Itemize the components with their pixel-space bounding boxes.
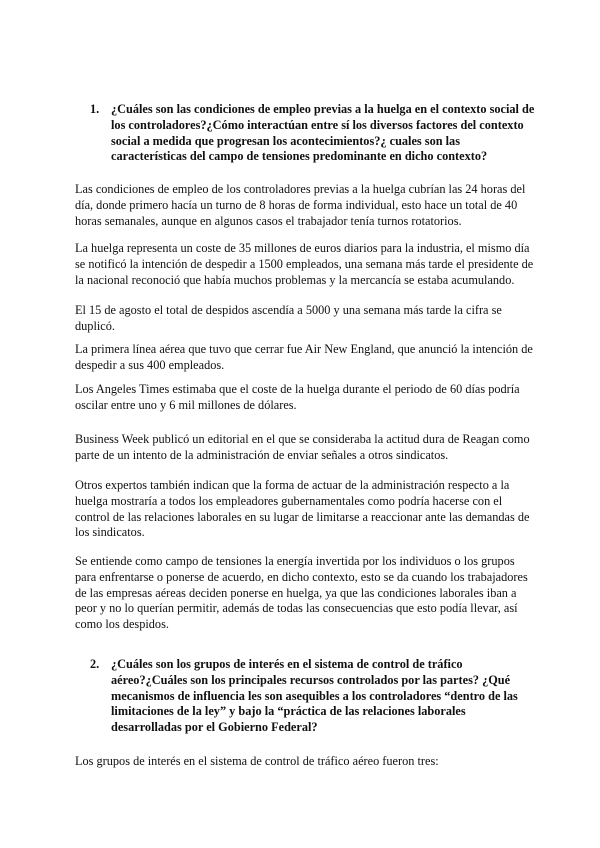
paragraph (75, 342, 545, 374)
text-line: La huelga representa un coste de 35 millones de euros diarios para la industria, el mismo día (75, 241, 530, 255)
text-line: la nacional reconoció que había muchos problemas y la mercancía se estaba acumulando. (75, 272, 515, 287)
text-line: duplicó. (75, 318, 115, 333)
question-line: características del campo de tensiones predominante en dicho contexto? (111, 149, 488, 164)
text-line: Las condiciones de empleo de los controladores previas a la huelga cubrían las 24 horas del (75, 182, 526, 196)
text-line: de las empresas aéreas deciden ponerse en huelga, ya que las condiciones laborales iban a (75, 585, 517, 600)
question-line: social a medida que progresan los acontecimientos?¿ cuales son las (111, 133, 460, 148)
text-line: El 15 de agosto el total de despidos ascendía a 5000 y una semana más tarde la cifra se (75, 303, 502, 317)
text-line: Business Week publicó un editorial en el que se consideraba la actitud dura de Reagan como (75, 432, 530, 446)
question-line: mecanismos de influencia les son asequibles a los controladores “dentro de las (111, 688, 518, 703)
question-line: limitaciones de la ley” y bajo la “práctica de las relaciones laborales (111, 704, 466, 719)
text-line: oscilar entre uno y 6 mil millones de dólares. (75, 397, 297, 412)
text-line: despedir a sus 400 empleados. (75, 357, 225, 372)
question-number: 2. (90, 657, 100, 671)
text-line: Los Angeles Times estimaba que el coste de la huelga durante el periodo de 60 días podría (75, 382, 520, 396)
paragraph (75, 478, 545, 541)
paragraph (75, 554, 545, 633)
text-line: Otros expertos también indican que la forma de actuar de la administración respecto a la (75, 478, 510, 492)
text-line: Los grupos de interés en el sistema de control de tráfico aéreo fueron tres: (75, 754, 439, 768)
text-line: los sindicatos. (75, 525, 145, 540)
text-line: como los despidos. (75, 617, 169, 632)
question-line: los controladores?¿Cómo interactúan entre sí los diversos factores del contexto (111, 117, 524, 132)
text-line: La primera línea aérea que tuvo que cerrar fue Air New England, que anunció la intención de (75, 342, 533, 356)
question-1 (90, 102, 560, 165)
text-line: peor y no lo querían permitir, además de todas las consecuencias que esto podía llevar, así (75, 601, 518, 616)
question-2 (90, 657, 560, 736)
text-line: Se entiende como campo de tensiones la energía invertida por los individuos o los grupos (75, 554, 515, 568)
paragraph (75, 754, 545, 770)
text-line: día, donde primero hacía un turno de 8 horas de forma individual, esto hace un total de 40 (75, 197, 518, 212)
paragraph (75, 303, 545, 335)
text-line: huelga mostraría a todos los empleadores gubernamentales como podría hacerse con el (75, 493, 503, 508)
paragraph (75, 241, 545, 288)
question-line: ¿Cuáles son las condiciones de empleo previas a la huelga en el contexto social de (111, 102, 535, 116)
question-line: aéreo?¿Cuáles son los principales recursos controlados por las partes? ¿Qué (111, 672, 511, 687)
text-line: se notificó la intención de despedir a 1500 empleados, una semana más tarde el presidente de (75, 256, 534, 271)
text-line: parte de un intento de la administración de enviar señales a otros sindicatos. (75, 447, 449, 462)
paragraph (75, 182, 545, 229)
question-line: ¿Cuáles son los grupos de interés en el sistema de control de tráfico (111, 657, 463, 671)
text-line: horas semanales, aunque en algunos casos el trabajador tenía turnos rotatorios. (75, 213, 462, 228)
paragraph (75, 432, 545, 464)
text-line: control de las relaciones laborales en su lugar de limitarse a reaccionar ante las demandas de (75, 509, 530, 524)
paragraph (75, 382, 545, 414)
text-line: para enfrentarse o ponerse de acuerdo, en dicho contexto, esto se da cuando los trabajadores (75, 569, 528, 584)
question-number: 1. (90, 102, 100, 116)
question-line: desarrolladas por el Gobierno Federal? (111, 720, 318, 735)
